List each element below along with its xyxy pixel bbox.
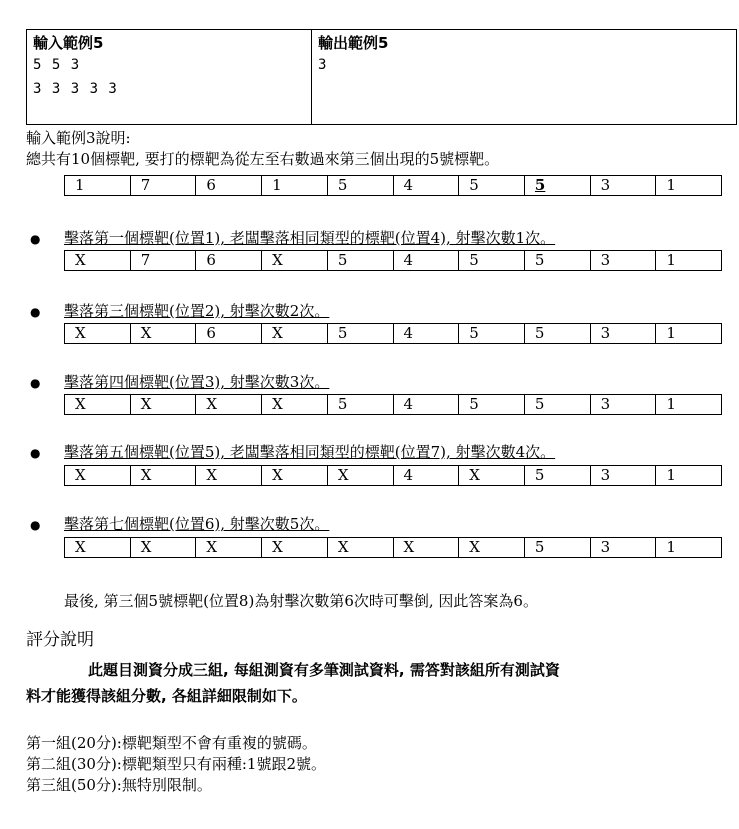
target-cell: 5 bbox=[459, 176, 525, 195]
bullet-icon: ● bbox=[30, 305, 41, 319]
target-cell: X bbox=[196, 538, 262, 557]
step-2-text: 擊落第三個標靶(位置2), 射擊次數2次。 bbox=[64, 302, 330, 320]
target-cell: 5 bbox=[525, 395, 591, 414]
step-3-text: 擊落第四個標靶(位置3), 射擊次數3次。 bbox=[64, 373, 330, 391]
target-cell: 3 bbox=[591, 395, 657, 414]
step-5-text: 擊落第七個標靶(位置6), 射擊次數5次。 bbox=[64, 515, 330, 533]
target-row-step-5 bbox=[64, 537, 722, 558]
target-cell: 1 bbox=[666, 538, 676, 556]
target-cell: X bbox=[65, 324, 131, 343]
target-cell: 1 bbox=[666, 176, 676, 194]
step-1-text: 擊落第一個標靶(位置1), 老闆擊落相同類型的標靶(位置4), 射擊次數1次。 bbox=[64, 229, 556, 247]
target-cell: 5 bbox=[328, 251, 394, 270]
target-cell: 3 bbox=[591, 466, 657, 485]
target-cell: 5 bbox=[525, 324, 591, 343]
target-cell: 4 bbox=[394, 324, 460, 343]
target-cell: 5 bbox=[525, 466, 591, 485]
target-cell: X bbox=[131, 466, 197, 485]
target-row-step-1 bbox=[64, 250, 722, 271]
target-cell: X bbox=[262, 538, 328, 557]
explanation-intro: 總共有10個標靶, 要打的標靶為從左至右數過來第三個出現的5號標靶。 bbox=[26, 150, 500, 168]
target-cell: 1 bbox=[666, 395, 676, 413]
target-cell: 1 bbox=[666, 324, 676, 342]
target-cell: X bbox=[65, 538, 131, 557]
scoring-group-2: 第二組(30分):標靶類型只有兩種:1號跟2號。 bbox=[26, 755, 326, 773]
target-cell: X bbox=[196, 395, 262, 414]
output-sample-title: 輸出範例5 bbox=[318, 34, 389, 52]
target-cell: 1 bbox=[666, 251, 676, 269]
target-cell: X bbox=[459, 538, 525, 557]
target-cell: 6 bbox=[196, 251, 262, 270]
target-cell-highlight: 5 bbox=[525, 176, 591, 195]
target-cell: 1 bbox=[65, 176, 131, 195]
target-cell: 3 bbox=[591, 176, 657, 195]
target-cell: 3 bbox=[591, 324, 657, 343]
target-cell: X bbox=[196, 466, 262, 485]
target-cell: 5 bbox=[328, 395, 394, 414]
target-cell: X bbox=[131, 538, 197, 557]
explanation-heading: 輸入範例3說明: bbox=[26, 129, 131, 147]
target-cell: X bbox=[394, 538, 460, 557]
target-row-step-3 bbox=[64, 394, 722, 415]
scoring-paragraph-line-2: 料才能獲得該組分數, 各組詳細限制如下。 bbox=[26, 687, 307, 705]
scoring-group-1: 第一組(20分):標靶類型不會有重複的號碼。 bbox=[26, 734, 317, 752]
target-cell: 1 bbox=[262, 176, 328, 195]
target-cell: X bbox=[262, 324, 328, 343]
step-4-text: 擊落第五個標靶(位置5), 老闆擊落相同類型的標靶(位置7), 射擊次數4次。 bbox=[64, 443, 556, 461]
scoring-title: 評分說明 bbox=[26, 630, 94, 650]
target-cell: X bbox=[65, 466, 131, 485]
bullet-icon: ● bbox=[30, 232, 41, 246]
target-cell: 5 bbox=[459, 324, 525, 343]
input-sample-title: 輸入範例5 bbox=[33, 34, 104, 52]
target-cell: 3 bbox=[591, 251, 657, 270]
scoring-paragraph-line-1: 此題目測資分成三組, 每組測資有多筆測試資料, 需答對該組所有測試資 bbox=[88, 661, 560, 679]
bullet-icon: ● bbox=[30, 446, 41, 460]
target-cell: 5 bbox=[459, 251, 525, 270]
target-row-step-2 bbox=[64, 323, 722, 344]
input-line-2: 3 3 3 3 3 bbox=[33, 81, 118, 97]
target-cell: 4 bbox=[394, 395, 460, 414]
target-cell: X bbox=[262, 251, 328, 270]
target-cell: X bbox=[262, 466, 328, 485]
input-sample-cell bbox=[27, 30, 312, 124]
target-cell: X bbox=[328, 466, 394, 485]
target-cell: 7 bbox=[131, 251, 197, 270]
target-row-initial bbox=[64, 175, 722, 196]
target-cell: X bbox=[328, 538, 394, 557]
target-cell: 5 bbox=[525, 538, 591, 557]
io-sample-table bbox=[26, 29, 737, 125]
target-cell: 3 bbox=[591, 538, 657, 557]
input-line-1: 5 5 3 bbox=[33, 57, 81, 73]
target-cell: X bbox=[131, 395, 197, 414]
target-cell: 6 bbox=[196, 176, 262, 195]
target-cell: 7 bbox=[131, 176, 197, 195]
target-cell: 5 bbox=[328, 324, 394, 343]
target-cell: 6 bbox=[196, 324, 262, 343]
bullet-icon: ● bbox=[30, 376, 41, 390]
target-cell: 5 bbox=[525, 251, 591, 270]
target-cell: X bbox=[459, 466, 525, 485]
target-cell: 4 bbox=[394, 251, 460, 270]
target-cell: X bbox=[65, 395, 131, 414]
target-row-step-4 bbox=[64, 465, 722, 486]
target-cell: 1 bbox=[666, 466, 676, 484]
target-cell: X bbox=[65, 251, 131, 270]
target-cell: 5 bbox=[459, 395, 525, 414]
target-cell: X bbox=[262, 395, 328, 414]
scoring-group-3: 第三組(50分):無特別限制。 bbox=[26, 776, 212, 794]
output-line-1: 3 bbox=[318, 57, 328, 73]
target-cell: 4 bbox=[394, 176, 460, 195]
target-cell: 5 bbox=[328, 176, 394, 195]
bullet-icon: ● bbox=[30, 518, 41, 532]
target-cell: 4 bbox=[394, 466, 460, 485]
explanation-conclusion: 最後, 第三個5號標靶(位置8)為射擊次數第6次時可擊倒, 因此答案為6。 bbox=[64, 592, 538, 610]
output-sample-cell bbox=[312, 30, 736, 124]
target-cell: X bbox=[131, 324, 197, 343]
